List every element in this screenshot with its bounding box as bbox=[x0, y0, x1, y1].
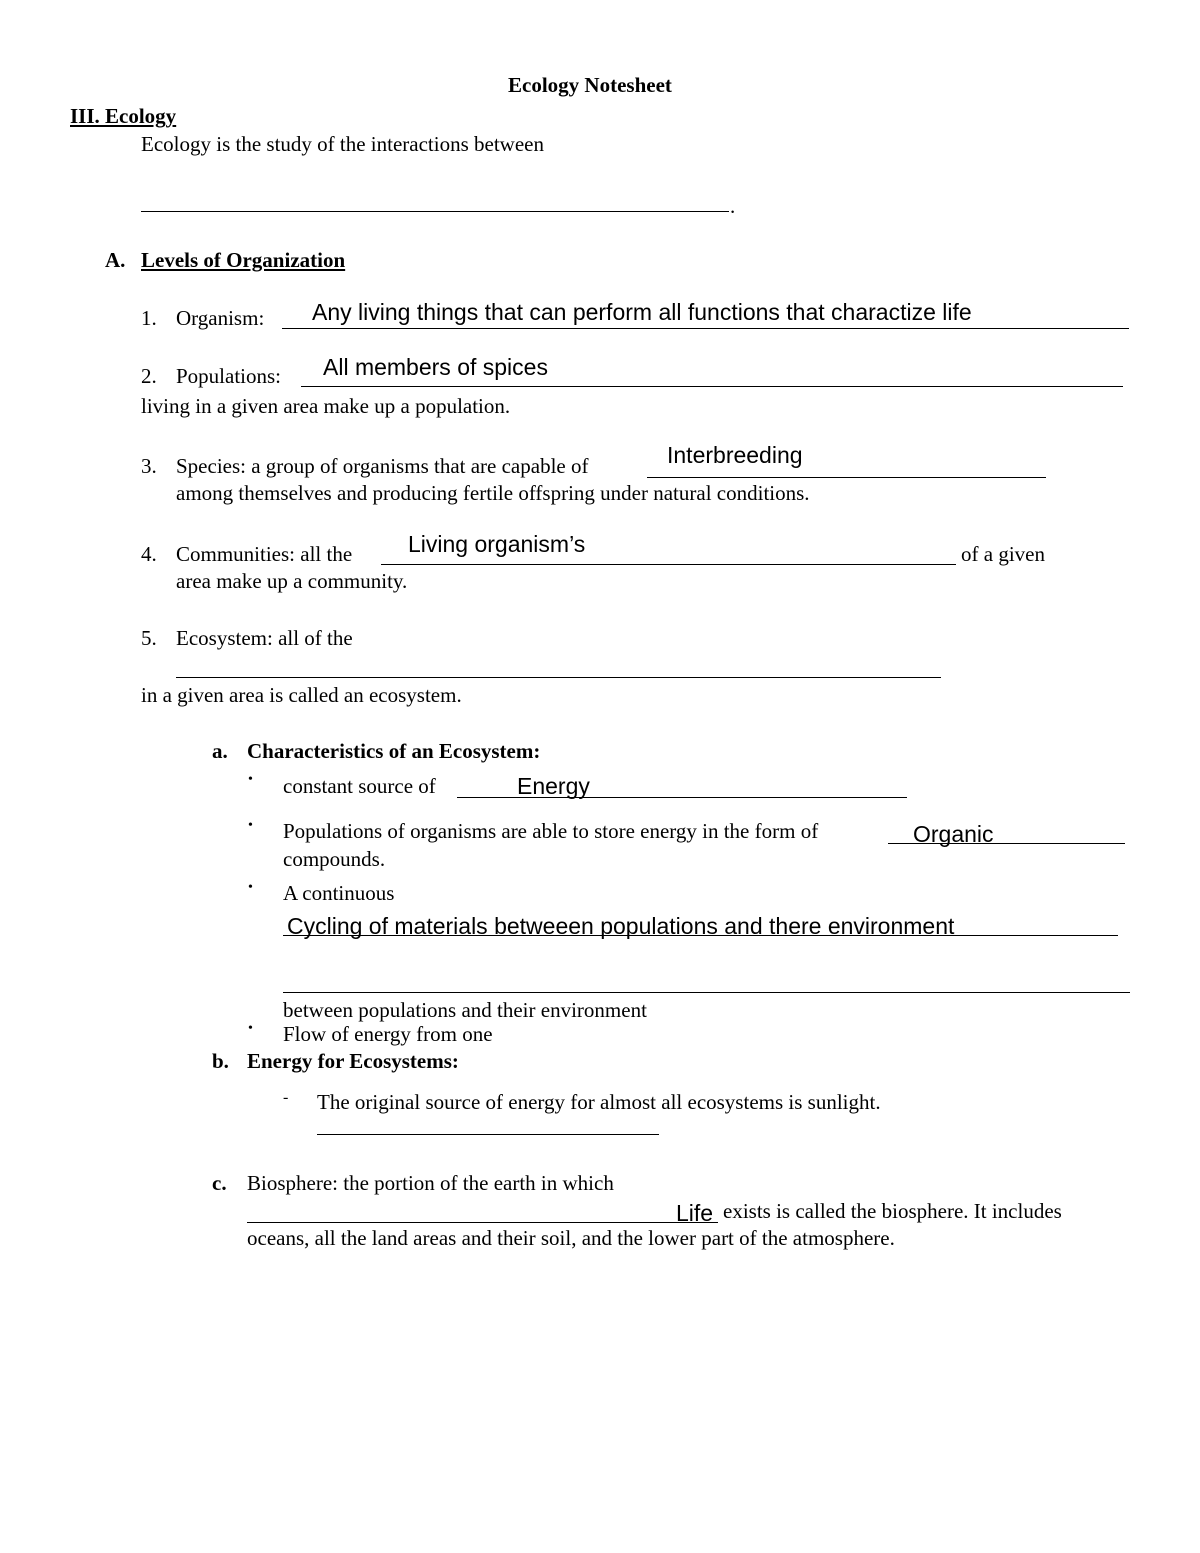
ecosystem-label: Ecosystem: all of the bbox=[176, 626, 353, 650]
communities-tail: of a given bbox=[961, 542, 1045, 566]
item-number: 2. bbox=[141, 364, 157, 388]
continuous-after: between populations and their environment bbox=[283, 998, 647, 1022]
subsection-heading: Levels of Organization bbox=[141, 248, 346, 272]
organism-label: Organism: bbox=[176, 306, 265, 330]
communities-after: area make up a community. bbox=[176, 569, 408, 593]
characteristics-heading: Characteristics of an Ecosystem: bbox=[247, 739, 541, 763]
store-energy-answer: Organic bbox=[913, 821, 994, 847]
continuous-answer: Cycling of materials betweeen populations and there environment bbox=[287, 913, 955, 939]
bullet-icon: • bbox=[248, 880, 253, 895]
dash-icon: - bbox=[283, 1089, 289, 1106]
bullet-icon: • bbox=[248, 818, 253, 833]
characteristics-letter: a. bbox=[212, 739, 228, 763]
species-blank[interactable] bbox=[647, 477, 1046, 478]
store-energy-after: compounds. bbox=[283, 847, 386, 871]
store-energy-text: Populations of organisms are able to store energy in the form of bbox=[283, 819, 819, 843]
organism-answer: Any living things that can perform all functions that charactize life bbox=[312, 299, 972, 325]
populations-blank[interactable] bbox=[301, 386, 1123, 387]
populations-label: Populations: bbox=[176, 364, 282, 388]
communities-blank[interactable] bbox=[381, 564, 956, 565]
energy-source-answer: Energy bbox=[517, 773, 590, 799]
section-heading: III. Ecology bbox=[70, 104, 177, 128]
populations-after: living in a given area make up a population. bbox=[141, 394, 511, 418]
species-answer: Interbreeding bbox=[667, 442, 803, 468]
flow-energy-text: Flow of energy from one bbox=[283, 1022, 493, 1046]
ecosystem-after: in a given area is called an ecosystem. bbox=[141, 683, 462, 707]
bullet-icon: • bbox=[248, 772, 253, 787]
populations-answer: All members of spices bbox=[323, 354, 548, 380]
biosphere-text: Biosphere: the portion of the earth in which bbox=[247, 1171, 614, 1195]
item-number: 3. bbox=[141, 454, 157, 478]
organism-blank[interactable] bbox=[282, 328, 1129, 329]
biosphere-answer: Life bbox=[676, 1200, 714, 1226]
biosphere-tail: exists is called the biosphere. It includes bbox=[723, 1199, 1062, 1223]
energy-heading: Energy for Ecosystems: bbox=[247, 1049, 459, 1073]
energy-blank[interactable] bbox=[317, 1134, 659, 1135]
intro-period: . bbox=[730, 194, 736, 218]
energy-text: The original source of energy for almost all ecosystems is sunlight. bbox=[317, 1090, 881, 1114]
page-title: Ecology Notesheet bbox=[508, 73, 672, 97]
item-number: 5. bbox=[141, 626, 157, 650]
biosphere-letter: c. bbox=[212, 1171, 227, 1195]
intro-text: Ecology is the study of the interactions between bbox=[141, 132, 544, 156]
energy-letter: b. bbox=[212, 1049, 229, 1073]
continuous-blank-2[interactable] bbox=[283, 992, 1130, 993]
bullet-icon: • bbox=[248, 1021, 253, 1036]
ecosystem-blank[interactable] bbox=[176, 677, 941, 678]
subsection-letter: A. bbox=[105, 248, 126, 272]
communities-label: Communities: all the bbox=[176, 542, 353, 566]
item-number: 4. bbox=[141, 542, 157, 566]
communities-answer: Living organism’s bbox=[408, 531, 586, 557]
energy-source-text: constant source of bbox=[283, 774, 436, 798]
continuous-text: A continuous bbox=[283, 881, 395, 905]
species-label: Species: a group of organisms that are capable of bbox=[176, 454, 589, 478]
intro-blank[interactable] bbox=[141, 211, 729, 212]
biosphere-blank[interactable] bbox=[247, 1222, 718, 1223]
item-number: 1. bbox=[141, 306, 157, 330]
biosphere-after: oceans, all the land areas and their soil, and the lower part of the atmosphere. bbox=[247, 1226, 895, 1250]
species-after: among themselves and producing fertile offspring under natural conditions. bbox=[176, 481, 810, 505]
